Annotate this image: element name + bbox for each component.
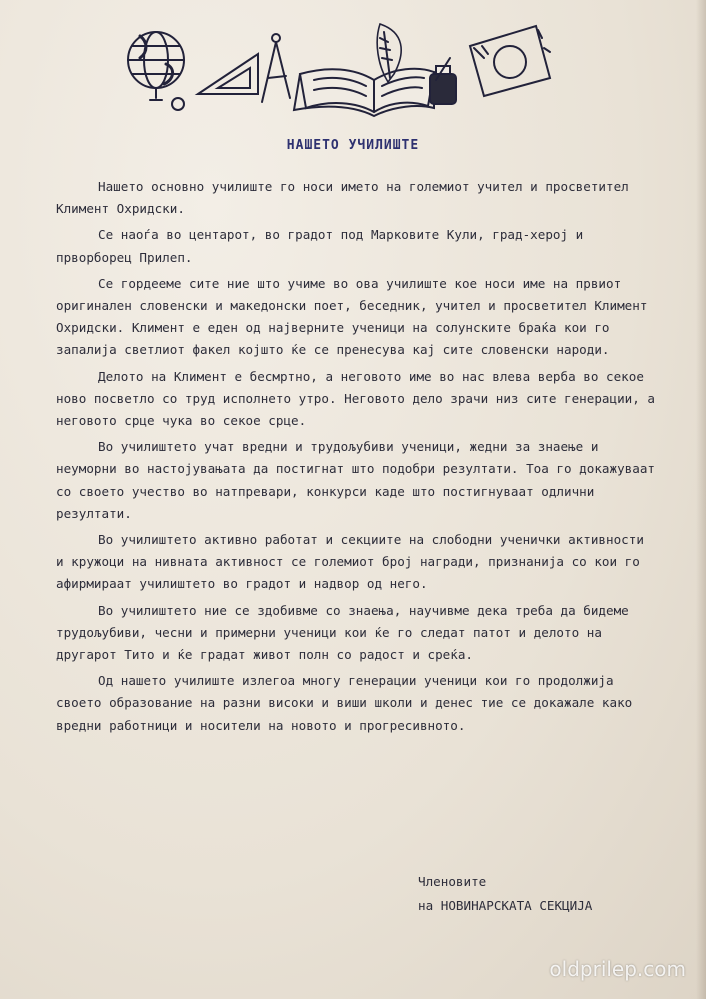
- protractor-icon: [470, 26, 550, 96]
- paragraph: Делото на Климент е бесмртно, а неговото име во нас влева верба во секое ново посветло со труд исполнето утро. Неговото дело зрачи низ сите генерации, а неговото срце чука во секое срце.: [56, 368, 655, 429]
- paragraph: Во училиштето ние се здобивме со знаења, научивме дека треба да бидеме трудољубиви, чесни и примерни ученици кои ќе го следат патот и делото на другарот Тито и ќе градат живот полн со радост и среќа.: [56, 602, 629, 663]
- paragraph: Од нашето училиште излегоа многу генерации учeници кои го продолжија своето образование на разни високи и виши школи и денес тие се докажале како вредни работници и носители на новото и прогресивното.: [56, 673, 633, 733]
- school-supplies-illustration: [118, 18, 558, 118]
- set-square-icon: [198, 54, 258, 94]
- signature-line-1: Членовите: [418, 874, 487, 889]
- paragraph: Нашето основно училиште го носи името на големиот учител и просветител Климент Охридски.: [56, 179, 629, 217]
- paragraph: Се гордееме сите ние што учиме во ова училиште кое носи име на првиот оригинален словенски и македонски поет, беседник, учител и просветител Климент Охридски. Климент е еден од најверните ученици на солунските браќа кои го запалија светлиот факел којшто ќе се пренесува кај сите словенски народи.: [56, 275, 648, 358]
- article-body: [56, 176, 656, 741]
- paragraph: Во училиштето активно работат и секциите на слободни ученички активности и кружоци на нивната активност се големиот број награди, признанија со кои го афирмираат училиштето во градот и надвор од него.: [56, 532, 644, 592]
- compass-icon: [262, 34, 290, 102]
- inkwell-icon: [430, 58, 456, 104]
- globe-icon: [128, 32, 184, 110]
- signature-line-2: на НОВИНАРСКАТА СЕКЦИЈА: [418, 898, 593, 913]
- paragraph: Се наоѓа во центарот, во градот под Марковите Кули, град-херој и прворборец Прилеп.: [56, 227, 584, 265]
- book-icon: [294, 69, 434, 116]
- page-title: НАШЕТО УЧИЛИШТЕ: [286, 138, 420, 153]
- watermark: oldprilep.com: [549, 957, 686, 981]
- paragraph: Во училиштето учат вредни и трудољубиви ученици, жедни за знаење и неуморни во настојувањата да постигнат што подобри резултати. Тоа го докажуваат со своето учество во натпревари, конкурси каде што постигнуваат одлични резултати.: [56, 439, 655, 521]
- signature-block: [418, 870, 592, 918]
